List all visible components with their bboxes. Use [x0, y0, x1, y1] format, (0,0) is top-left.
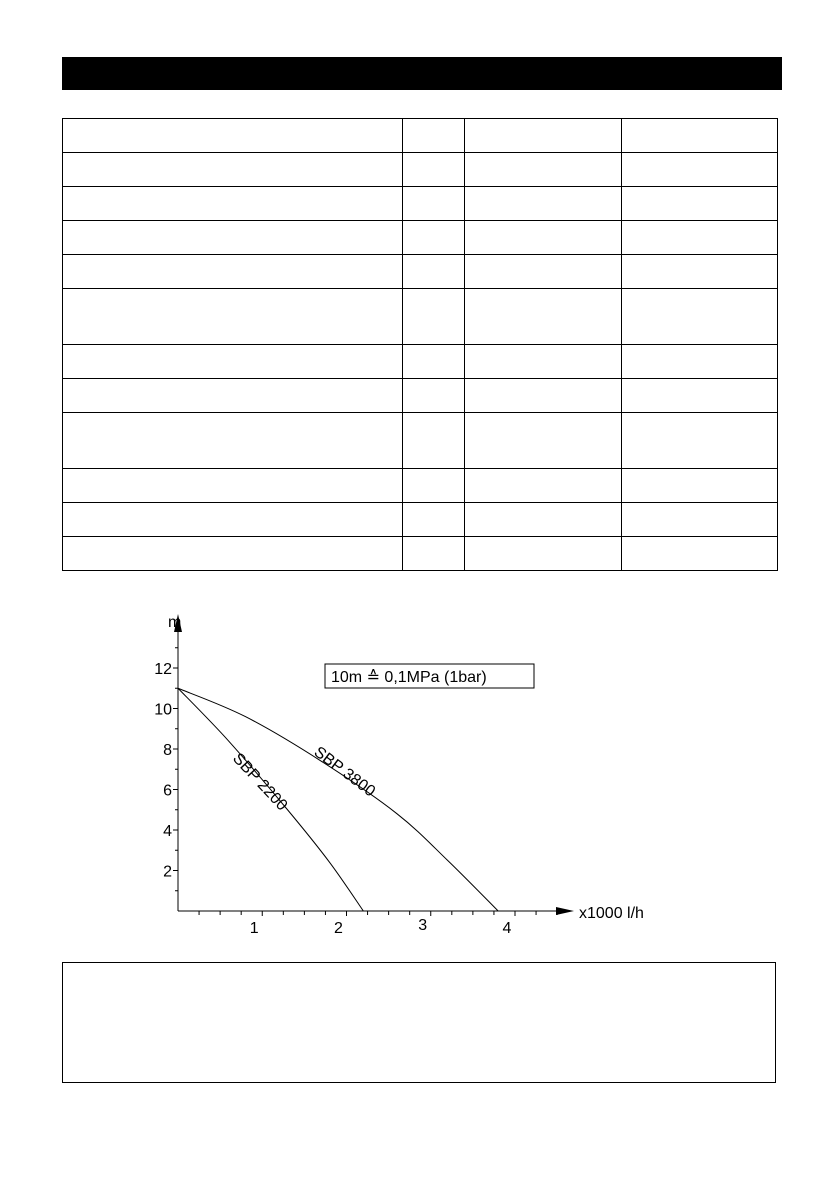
y-axis-label: m [168, 614, 182, 631]
y-tick-label: 12 [154, 661, 172, 678]
series-line-1 [178, 688, 498, 911]
x-tick-label: 4 [502, 920, 512, 937]
notes-box [62, 962, 776, 1083]
y-tick-label: 8 [163, 742, 172, 759]
y-tick-label: 4 [163, 823, 172, 840]
y-tick-label: 2 [163, 863, 172, 881]
x-tick-label: 1 [249, 920, 259, 937]
x-axis-arrow [556, 907, 574, 915]
x-tick-label: 2 [334, 920, 343, 937]
series-label: SBP 2200 [229, 750, 291, 815]
x-axis-label: x1000 l/h [579, 905, 644, 922]
pressure-conversion-note: 10m ≙ 0,1MPa (1bar) [331, 669, 487, 686]
y-tick-label: 6 [163, 782, 172, 800]
chart-curves [178, 688, 498, 911]
series-label: SBP 3800 [310, 743, 379, 801]
chart-ticks [154, 648, 557, 937]
x-tick-label: 3 [418, 917, 428, 934]
y-tick-label: 10 [154, 701, 172, 719]
